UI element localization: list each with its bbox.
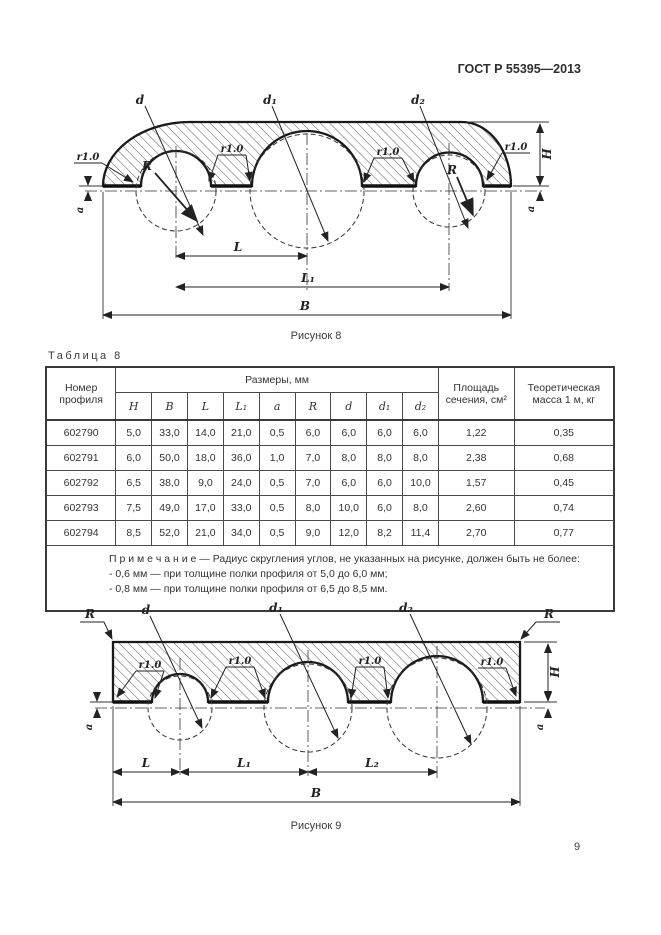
fig9-label-L2: L₂	[365, 756, 379, 770]
table-cell: 6,5	[116, 471, 152, 496]
fig9-label-a-left: a	[84, 723, 95, 731]
table-cell: 1,22	[438, 420, 514, 446]
table-cell: 34,0	[223, 521, 259, 546]
figure8-drawing	[0, 88, 661, 338]
table-cell: 8,0	[367, 446, 403, 471]
col-header-R: R	[295, 393, 331, 421]
table-cell: 52,0	[152, 521, 188, 546]
table-cell: 24,0	[223, 471, 259, 496]
fig9-label-B: B	[310, 786, 322, 800]
fig8-label-a-right: a	[526, 205, 537, 213]
col-header-d2: d₂	[403, 393, 439, 421]
fig8-label-L: L	[233, 240, 243, 254]
table-cell: 12,0	[331, 521, 367, 546]
col-header-mass: Теоретическая масса 1 м, кг	[514, 367, 614, 420]
table-cell: 8,0	[295, 496, 331, 521]
table-cell: 2,38	[438, 446, 514, 471]
table-cell: 49,0	[152, 496, 188, 521]
fig9-label-R-left: R	[85, 607, 95, 621]
table-cell: 2,70	[438, 521, 514, 546]
table-cell: 6,0	[116, 446, 152, 471]
table-cell: 38,0	[152, 471, 188, 496]
table-cell: 6,0	[331, 471, 367, 496]
table-cell: 8,0	[403, 446, 439, 471]
fig8-label-L1: L₁	[301, 271, 315, 285]
fig9-label-r4: r1.0	[480, 657, 504, 668]
fig8-label-r2: r1.0	[220, 144, 244, 155]
fig9-label-d: d	[141, 603, 151, 617]
table-cell: 21,0	[187, 521, 223, 546]
col-header-L: L	[187, 393, 223, 421]
table-cell: 0,35	[514, 420, 614, 446]
table-row	[46, 521, 614, 546]
table-cell: 21,0	[223, 420, 259, 446]
table-cell: 9,0	[187, 471, 223, 496]
table-cell: 33,0	[152, 420, 188, 446]
table-cell: 1,0	[259, 446, 295, 471]
table-cell: 602793	[46, 496, 116, 521]
table-cell: 6,0	[331, 420, 367, 446]
fig8-label-B: B	[299, 299, 311, 313]
table-cell: 8,0	[331, 446, 367, 471]
profile-table	[45, 366, 615, 612]
table-cell: 10,0	[403, 471, 439, 496]
table-row	[46, 420, 614, 446]
note-line-3: - 0,8 мм — при толщине полки профиля от 6,5 до 8,5 мм.	[109, 583, 388, 596]
table-cell: 50,0	[152, 446, 188, 471]
table-cell: 6,0	[295, 420, 331, 446]
fig8-label-r4: r1.0	[504, 142, 528, 153]
fig8-label-d1: d₁	[263, 93, 277, 107]
fig9-label-d1: d₁	[269, 601, 283, 615]
note-line-1: П р и м е ч а н и е — Радиус скругления углов, не указанных на рисунке, должен быть не более:	[109, 553, 580, 565]
table-cell: 0,68	[514, 446, 614, 471]
col-header-a: a	[259, 393, 295, 421]
table-cell: 8,5	[116, 521, 152, 546]
table-cell: 0,45	[514, 471, 614, 496]
table-cell: 8,2	[367, 521, 403, 546]
table-row	[46, 471, 614, 496]
table-cell: 10,0	[331, 496, 367, 521]
fig8-label-r3: r1.0	[376, 147, 400, 158]
col-header-L1: L₁	[223, 393, 259, 421]
figure8-caption: Рисунок 8	[290, 330, 342, 342]
table-label: Таблица 8	[48, 350, 123, 362]
table-cell: 2,60	[438, 496, 514, 521]
table-cell: 602792	[46, 471, 116, 496]
table-cell: 602790	[46, 420, 116, 446]
fig8-label-H: H	[540, 148, 554, 160]
fig9-label-L: L	[141, 756, 151, 770]
col-header-B: B	[152, 393, 188, 421]
page-number: 9	[574, 841, 581, 853]
table-cell: 6,0	[367, 496, 403, 521]
table-cell: 9,0	[295, 521, 331, 546]
col-header-area: Площадь сечения, см²	[438, 367, 514, 420]
fig9-label-H: H	[548, 666, 562, 678]
fig8-label-a-left: a	[75, 206, 86, 214]
figure9-caption: Рисунок 9	[290, 820, 342, 832]
col-header-sizes: Размеры, мм	[116, 367, 439, 393]
standard-number: ГОСТ Р 55395—2013	[457, 62, 581, 76]
table-cell: 6,0	[367, 471, 403, 496]
table-row	[46, 446, 614, 471]
fig9-label-r2: r1.0	[228, 656, 252, 667]
fig9-label-a-right: a	[535, 723, 546, 731]
col-header-H: H	[116, 393, 152, 421]
fig8-label-d: d	[135, 93, 145, 107]
table-cell: 7,0	[295, 471, 331, 496]
col-header-d: d	[331, 393, 367, 421]
fig9-label-L1: L₁	[237, 756, 251, 770]
fig8-label-d2: d₂	[411, 93, 425, 107]
table-row	[46, 496, 614, 521]
fig9-label-r3: r1.0	[358, 656, 382, 667]
note-line-2: - 0,6 мм — при толщине полки профиля от 5,0 до 6,0 мм;	[109, 568, 388, 581]
fig9-label-r1: r1.0	[138, 660, 162, 671]
table-cell: 6,0	[403, 420, 439, 446]
figure9-drawing	[0, 598, 661, 838]
col-header-profile: Номер профиля	[46, 367, 116, 420]
table-cell: 0,77	[514, 521, 614, 546]
table-cell: 11,4	[403, 521, 439, 546]
table-cell: 0,5	[259, 420, 295, 446]
fig8-label-r1: r1.0	[76, 152, 100, 163]
col-header-d1: d₁	[367, 393, 403, 421]
table-cell: 7,5	[116, 496, 152, 521]
table-cell: 18,0	[187, 446, 223, 471]
table-cell: 602791	[46, 446, 116, 471]
table-cell: 33,0	[223, 496, 259, 521]
table-cell: 8,0	[403, 496, 439, 521]
fig8-label-R-left: R	[142, 159, 152, 173]
table-body	[46, 420, 614, 546]
table-cell: 6,0	[367, 420, 403, 446]
table-cell: 0,74	[514, 496, 614, 521]
fig9-label-d2: d₂	[399, 601, 413, 615]
table-cell: 7,0	[295, 446, 331, 471]
fig9-label-R-right: R	[544, 607, 554, 621]
fig8-label-R-right: R	[447, 163, 457, 177]
table-cell: 17,0	[187, 496, 223, 521]
table-cell: 1,57	[438, 471, 514, 496]
table-cell: 0,5	[259, 496, 295, 521]
table-cell: 36,0	[223, 446, 259, 471]
table-cell: 0,5	[259, 521, 295, 546]
table-cell: 14,0	[187, 420, 223, 446]
table-cell: 0,5	[259, 471, 295, 496]
table-cell: 5,0	[116, 420, 152, 446]
table-cell: 602794	[46, 521, 116, 546]
